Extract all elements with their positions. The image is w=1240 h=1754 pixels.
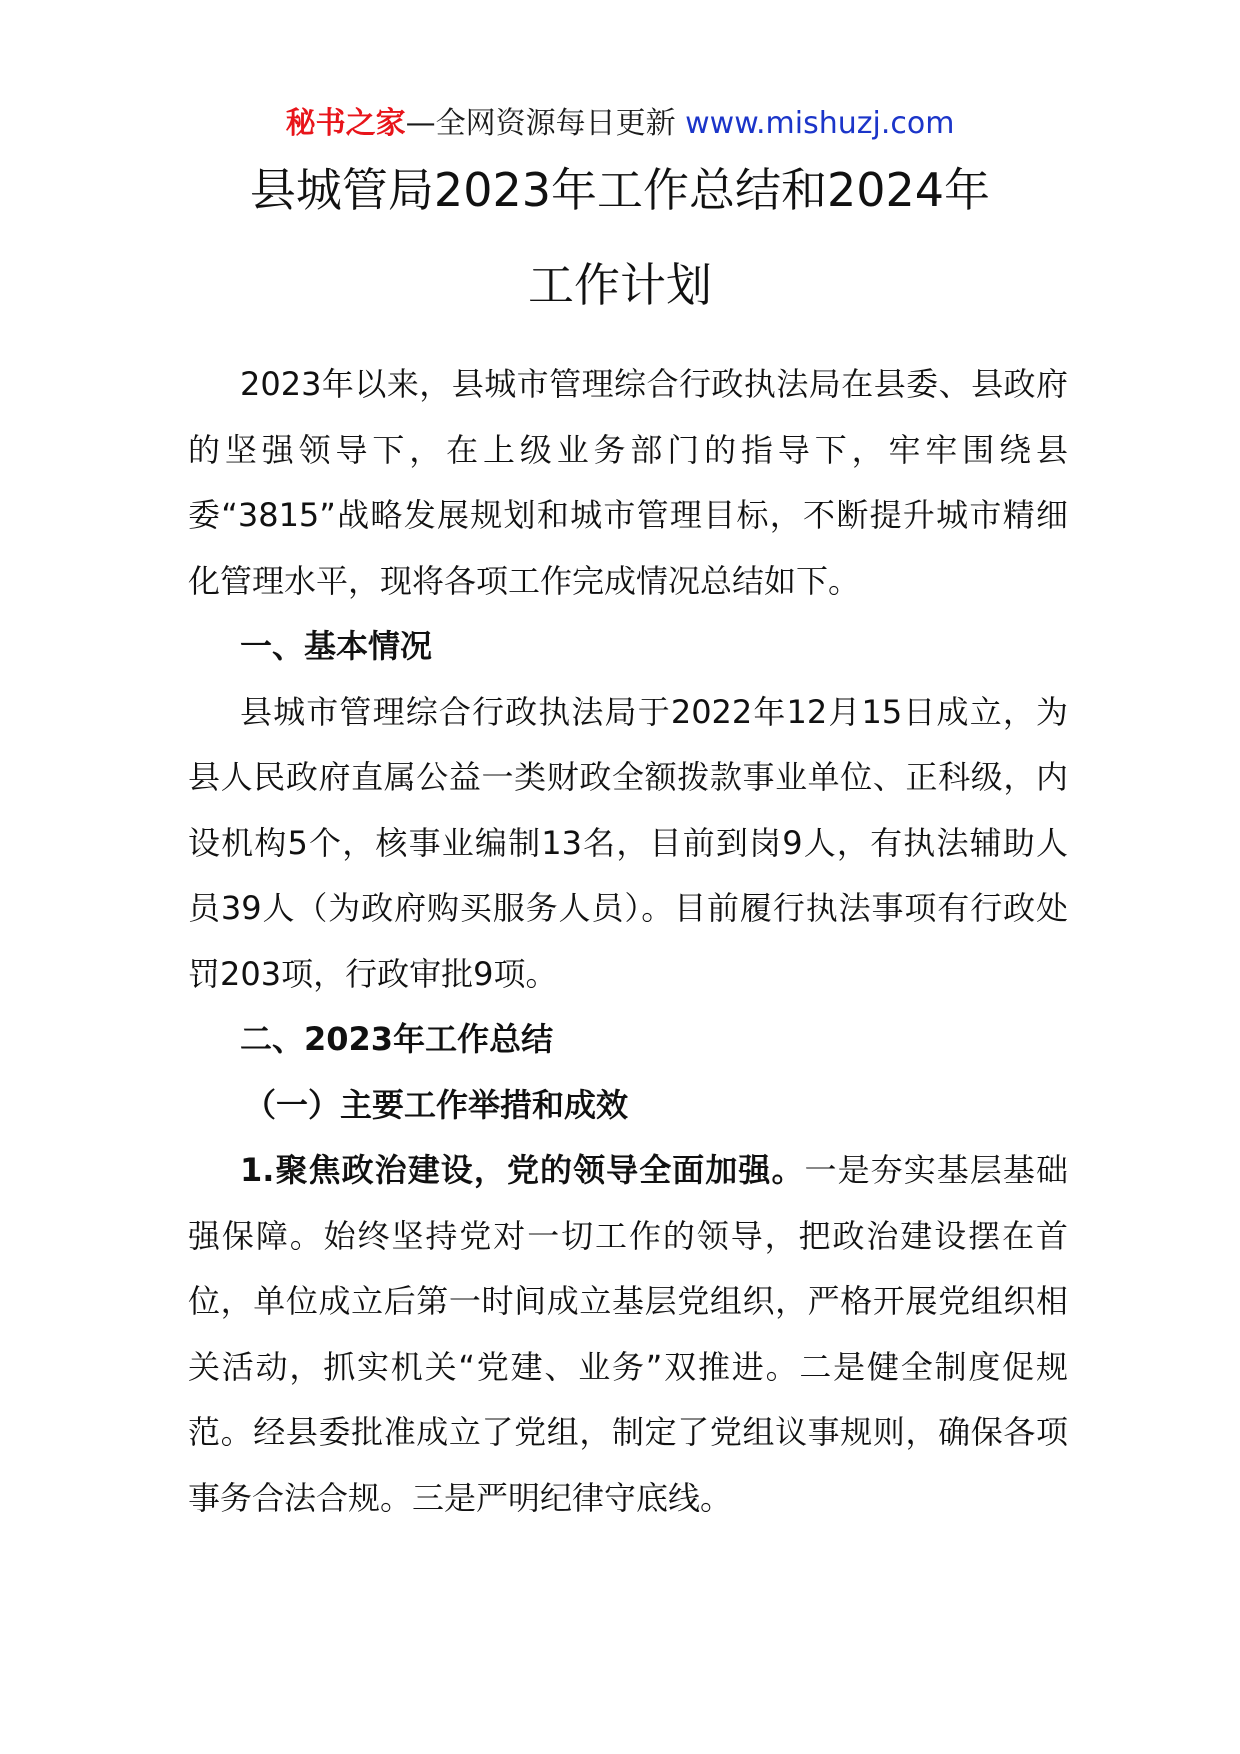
document-title-line-1: 县城管局2023年工作总结和2024年	[249, 163, 991, 217]
item-1-lead: 1.聚焦政治建设，党的领导全面加强。	[240, 1151, 805, 1189]
banner-slogan: —全网资源每日更新	[405, 106, 686, 141]
banner-url-link[interactable]: www.mishuzj.com	[685, 106, 955, 141]
section-1-heading: 一、基本情况	[240, 627, 433, 665]
section-2-heading: 二、2023年工作总结	[240, 1020, 554, 1058]
item-1-body: 一是夯实基层基础强保障。始终坚持党对一切工作的领导，把政治建设摆在首位，单位成立后第一时间成立基层党组织，严格开展党组织相关活动，抓实机关“党建、业务”双推进。二是健全制度促规范。经县委批准成立了党组，制定了党组议事规则，确保各项事务合法合规。三是严明纪律守底线。	[188, 1151, 1068, 1517]
item-1-paragraph	[188, 1138, 1068, 1531]
banner-brand: 秘书之家	[285, 106, 406, 141]
site-banner	[0, 104, 1240, 144]
document-title-line-2: 工作计划	[528, 258, 712, 312]
document-body	[188, 352, 1068, 1531]
section-1-paragraph: 县城市管理综合行政执法局于2022年12月15日成立，为县人民政府直属公益一类财政全额拨款事业单位、正科级，内设机构5个，核事业编制13名，目前到岗9人，有执法辅助人员39人（为政府购买服务人员）。目前履行执法事项有行政处罚203项，行政审批9项。	[188, 692, 1068, 993]
section-2-subheading: （一）主要工作举措和成效	[244, 1085, 629, 1124]
intro-paragraph: 2023年以来，县城市管理综合行政执法局在县委、县政府的坚强领导下，在上级业务部门的指导下，牢牢围绕县委“3815”战略发展规划和城市管理目标，不断提升城市精细化管理水平，现将各项工作完成情况总结如下。	[188, 365, 1068, 600]
